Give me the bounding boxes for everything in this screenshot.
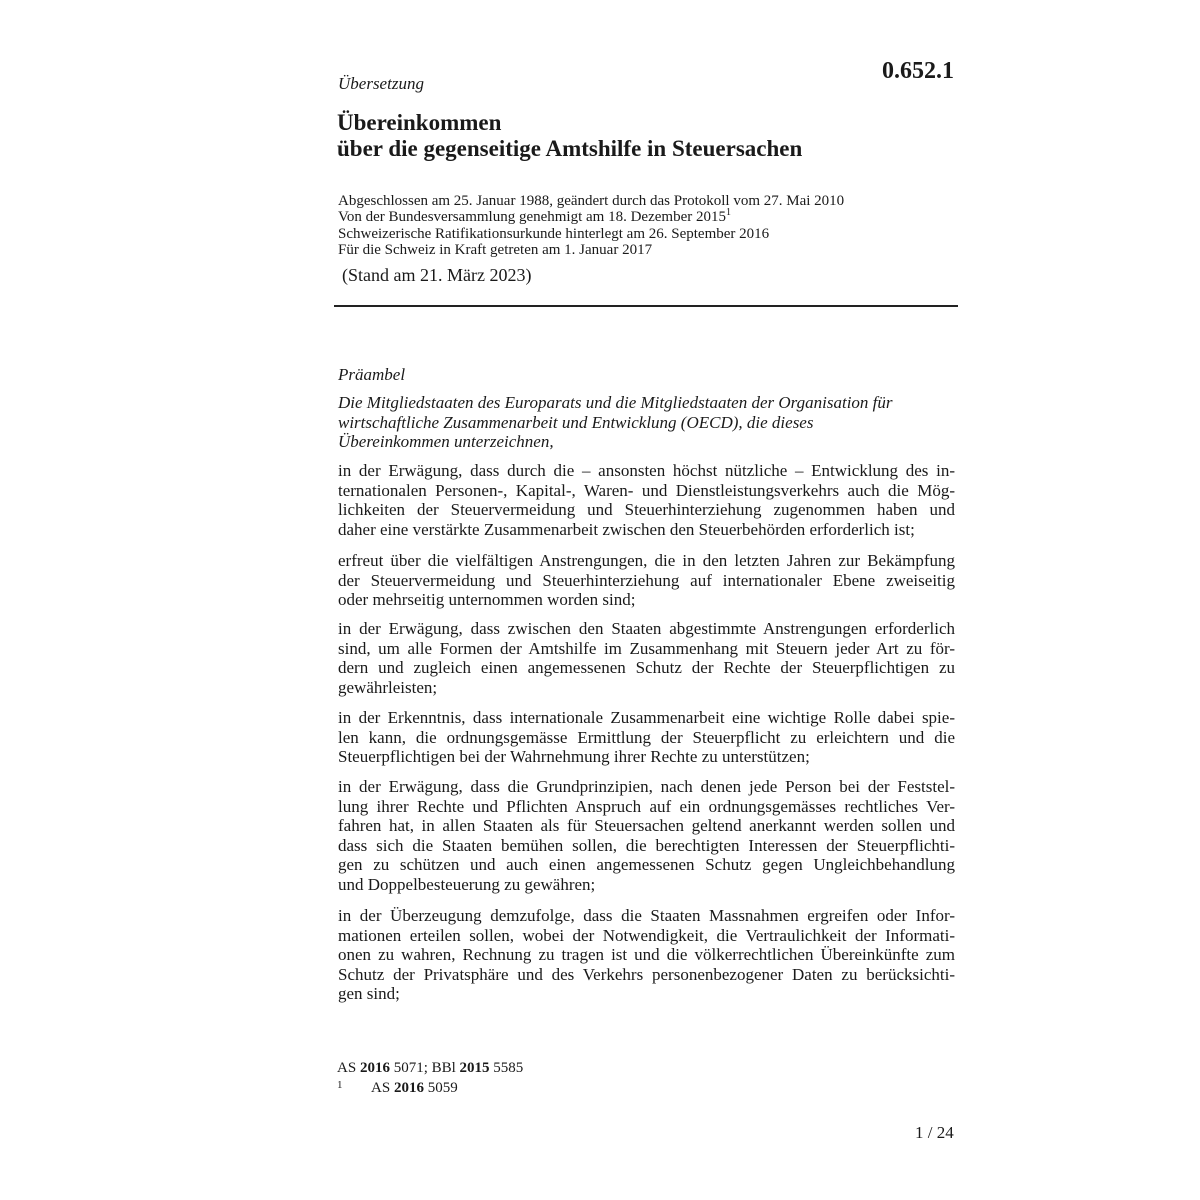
approval-text: Von der Bundesversammlung genehmigt am 18. Dezember 2015 xyxy=(338,209,726,226)
in-force-date: Für die Schweiz in Kraft getreten am 1. Januar 2017 xyxy=(338,241,653,258)
footnote-mark: 1 xyxy=(337,1079,343,1091)
as-label: AS xyxy=(337,1060,357,1076)
as-year: 2016 xyxy=(359,1060,390,1076)
paragraph-line: lichkeiten der Steuervermeidung und Steuerhinterziehung zugenommen haben und xyxy=(338,500,955,519)
preamble-paragraph-5 xyxy=(338,777,955,894)
document-title xyxy=(337,110,802,162)
paragraph-line: der Steuervermeidung und Steuerhinterziehung auf internationaler Ebene zweiseitig xyxy=(338,570,955,590)
intro-line: wirtschaftliche Zusammenarbeit und Entwicklung (OECD), die dieses xyxy=(338,412,814,432)
paragraph-line: dass sich die Staaten bemühen sollen, die berechtigten Interessen der Steuerpflichti- xyxy=(338,835,955,855)
paragraph-line: daher eine verstärkte Zusammenarbeit zwischen den Steuerbehörden erforderlich ist; xyxy=(338,519,915,539)
approval-date xyxy=(338,209,844,225)
preamble-paragraph-3 xyxy=(338,619,955,697)
header-divider xyxy=(334,305,958,307)
paragraph-line: onen zu wahren, Rechnung zu tragen ist und die völkerrechtlichen Übereinkünfte zum xyxy=(338,945,955,964)
bbl-label: BBl xyxy=(431,1060,456,1076)
source-reference xyxy=(337,1058,523,1078)
concluded-date: Abgeschlossen am 25. Januar 1988, geändert durch das Protokoll vom 27. Mai 2010 xyxy=(338,193,845,209)
footnotes xyxy=(337,1058,523,1098)
paragraph-line: mationen erteilen sollen, wobei der Notwendigkeit, die Vertraulichkeit der Informati- xyxy=(338,925,955,945)
paragraph-line: len kann, die ordnungsgemässe Ermittlung der Steuerpflicht zu erleichtern und die xyxy=(338,727,955,747)
bbl-year: 2015 xyxy=(459,1060,490,1076)
paragraph-line: in der Erwägung, dass zwischen den Staaten abgestimmte Anstrengungen erforderlich xyxy=(338,619,955,638)
paragraph-line: sind, um alle Formen der Amtshilfe im Zusammenhang mit Steuern jeder Art zu för- xyxy=(338,638,955,658)
preamble-paragraph-4 xyxy=(338,708,955,767)
preamble-paragraph-1 xyxy=(338,461,955,539)
intro-line: Übereinkommen unterzeichnen, xyxy=(338,432,554,451)
paragraph-line: in der Erwägung, dass die Grundprinzipien, nach denen jede Person bei der Feststel- xyxy=(338,777,955,796)
fn1-year: 2016 xyxy=(393,1080,424,1096)
bbl-page: 5585 xyxy=(493,1060,524,1076)
title-line-2: über die gegenseitige Amtshilfe in Steuersachen xyxy=(337,136,803,161)
footnote-text xyxy=(371,1078,458,1098)
paragraph-line: lung ihrer Rechte und Pflichten Anspruch auf ein ordnungsgemässes rechtliches Ver- xyxy=(338,796,955,816)
paragraph-line: Steuerpflichtigen bei der Wahrnehmung ihrer Rechte zu unterstützen; xyxy=(338,747,810,766)
status-date: (Stand am 21. März 2023) xyxy=(342,265,532,285)
paragraph-line: dern und zugleich einen angemessenen Schutz der Rechte der Steuerpflichtigen zu xyxy=(338,658,955,677)
paragraph-line: erfreut über die vielfältigen Anstrengungen, die in den letzten Jahren zur Bekämpfung xyxy=(338,551,955,570)
intro-line: Die Mitgliedstaaten des Europarats und die Mitgliedstaaten der Organisation für xyxy=(338,393,893,412)
fn1-label: AS xyxy=(371,1080,391,1096)
as-page: 5071; xyxy=(393,1060,428,1076)
footnote-1 xyxy=(337,1078,523,1098)
paragraph-line: gewährleisten; xyxy=(338,677,438,697)
preamble-heading: Präambel xyxy=(338,365,406,384)
enactment-metadata xyxy=(338,193,844,258)
fn1-page: 5059 xyxy=(427,1080,458,1096)
footnote-ref-1[interactable]: 1 xyxy=(725,207,731,219)
preamble-intro xyxy=(338,393,955,452)
paragraph-line: oder mehrseitig unternommen worden sind; xyxy=(338,590,636,609)
paragraph-line: fahren hat, in allen Staaten als für Steuersachen geltend anerkannt werden sollen und xyxy=(338,816,955,835)
paragraph-line: gen sind; xyxy=(338,984,400,1003)
paragraph-line: gen zu schützen und auch einen angemessenen Schutz gegen Ungleichbehandlung xyxy=(338,855,955,874)
paragraph-line: und Doppelbesteuerung zu gewähren; xyxy=(338,874,596,894)
paragraph-line: in der Erwägung, dass durch die – ansonsten höchst nützliche – Entwicklung des in- xyxy=(338,461,955,480)
translation-label: Übersetzung xyxy=(338,74,424,93)
document-number: 0.652.1 xyxy=(882,58,954,84)
preamble-paragraph-6 xyxy=(338,906,955,1004)
paragraph-line: in der Erkenntnis, dass internationale Zusammenarbeit eine wichtige Rolle dabei spie- xyxy=(338,708,955,727)
paragraph-line: in der Überzeugung demzufolge, dass die Staaten Massnahmen ergreifen oder Infor- xyxy=(338,906,955,925)
title-line-1: Übereinkommen xyxy=(337,110,502,135)
preamble-paragraph-2 xyxy=(338,551,955,610)
ratification-date: Schweizerische Ratifikationsurkunde hinterlegt am 26. September 2016 xyxy=(338,225,770,242)
paragraph-line: ternationalen Personen-, Kapital-, Waren- und Dienstleistungsverkehrs auch die Mög- xyxy=(338,480,955,500)
page-number: 1 / 24 xyxy=(915,1123,954,1142)
paragraph-line: Schutz der Privatsphäre und des Verkehrs personenbezogener Daten zu berücksichti- xyxy=(338,964,955,984)
